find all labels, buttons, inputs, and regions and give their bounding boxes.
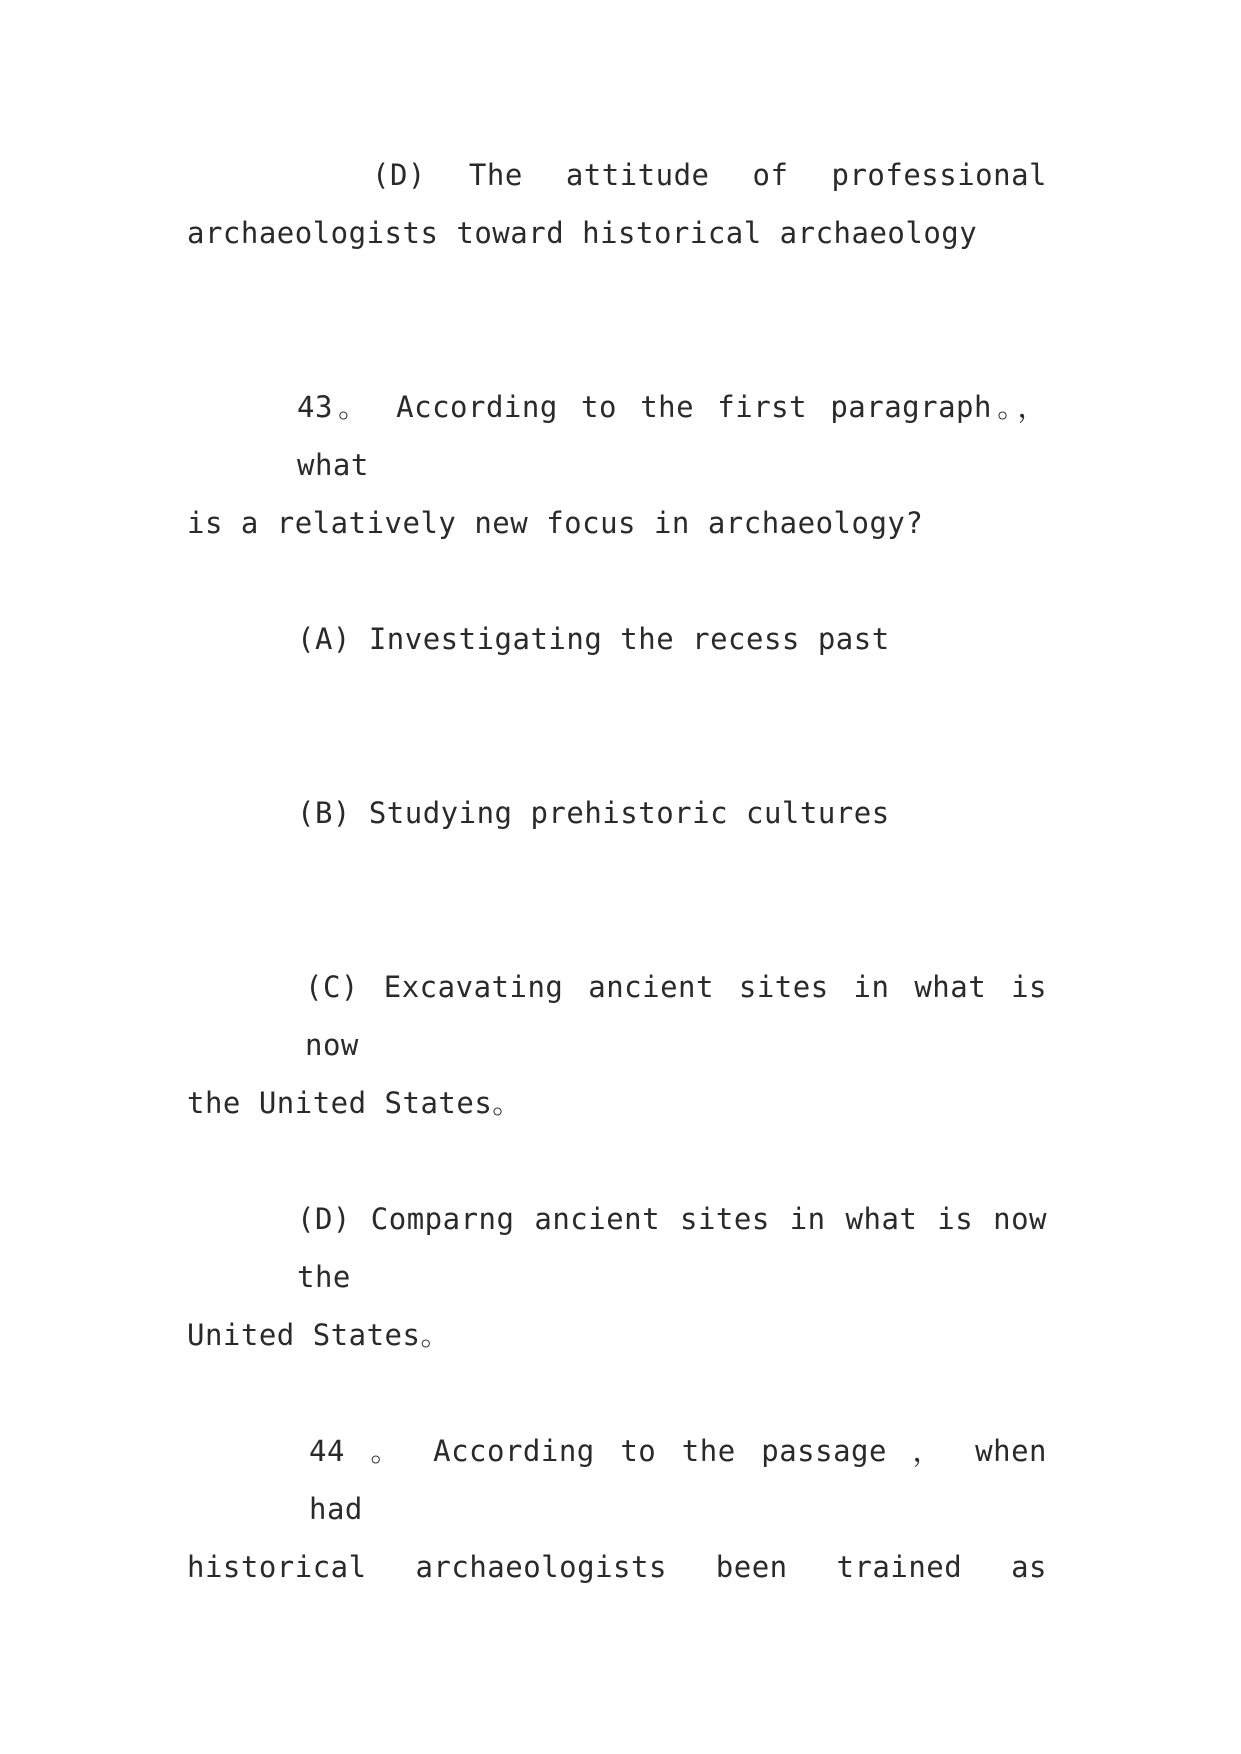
option-d-previous — [187, 146, 1047, 262]
option-c-line-2: the United States。 — [187, 1086, 522, 1120]
q43-option-a — [187, 610, 1047, 668]
text-line: archaeologists toward historical archaeology — [187, 216, 978, 250]
question-43-line-2: is a relatively new focus in archaeology? — [187, 506, 924, 540]
option-a-text: (A) Investigating the recess past — [297, 622, 890, 656]
question-44 — [187, 1422, 1047, 1596]
question-43 — [187, 378, 1047, 552]
option-c-line-1: (C) Excavating ancient sites in what is now — [305, 970, 1047, 1062]
option-d-line-1: (D) Comparng ancient sites in what is now the — [297, 1202, 1047, 1294]
question-44-line-2: historical archaeologists been trained as — [187, 1550, 1047, 1584]
q43-option-b — [187, 784, 1047, 842]
option-d-line-2: United States。 — [187, 1318, 450, 1352]
question-43-line-1: 43。 According to the first paragraph。， what — [297, 390, 1047, 482]
question-44-line-1: 44 。 According to the passage ， when had — [309, 1434, 1047, 1526]
q43-option-c — [187, 958, 1047, 1132]
option-b-text: (B) Studying prehistoric cultures — [297, 796, 890, 830]
text-line: (D) The attitude of professional — [372, 158, 1047, 192]
q43-option-d — [187, 1190, 1047, 1364]
